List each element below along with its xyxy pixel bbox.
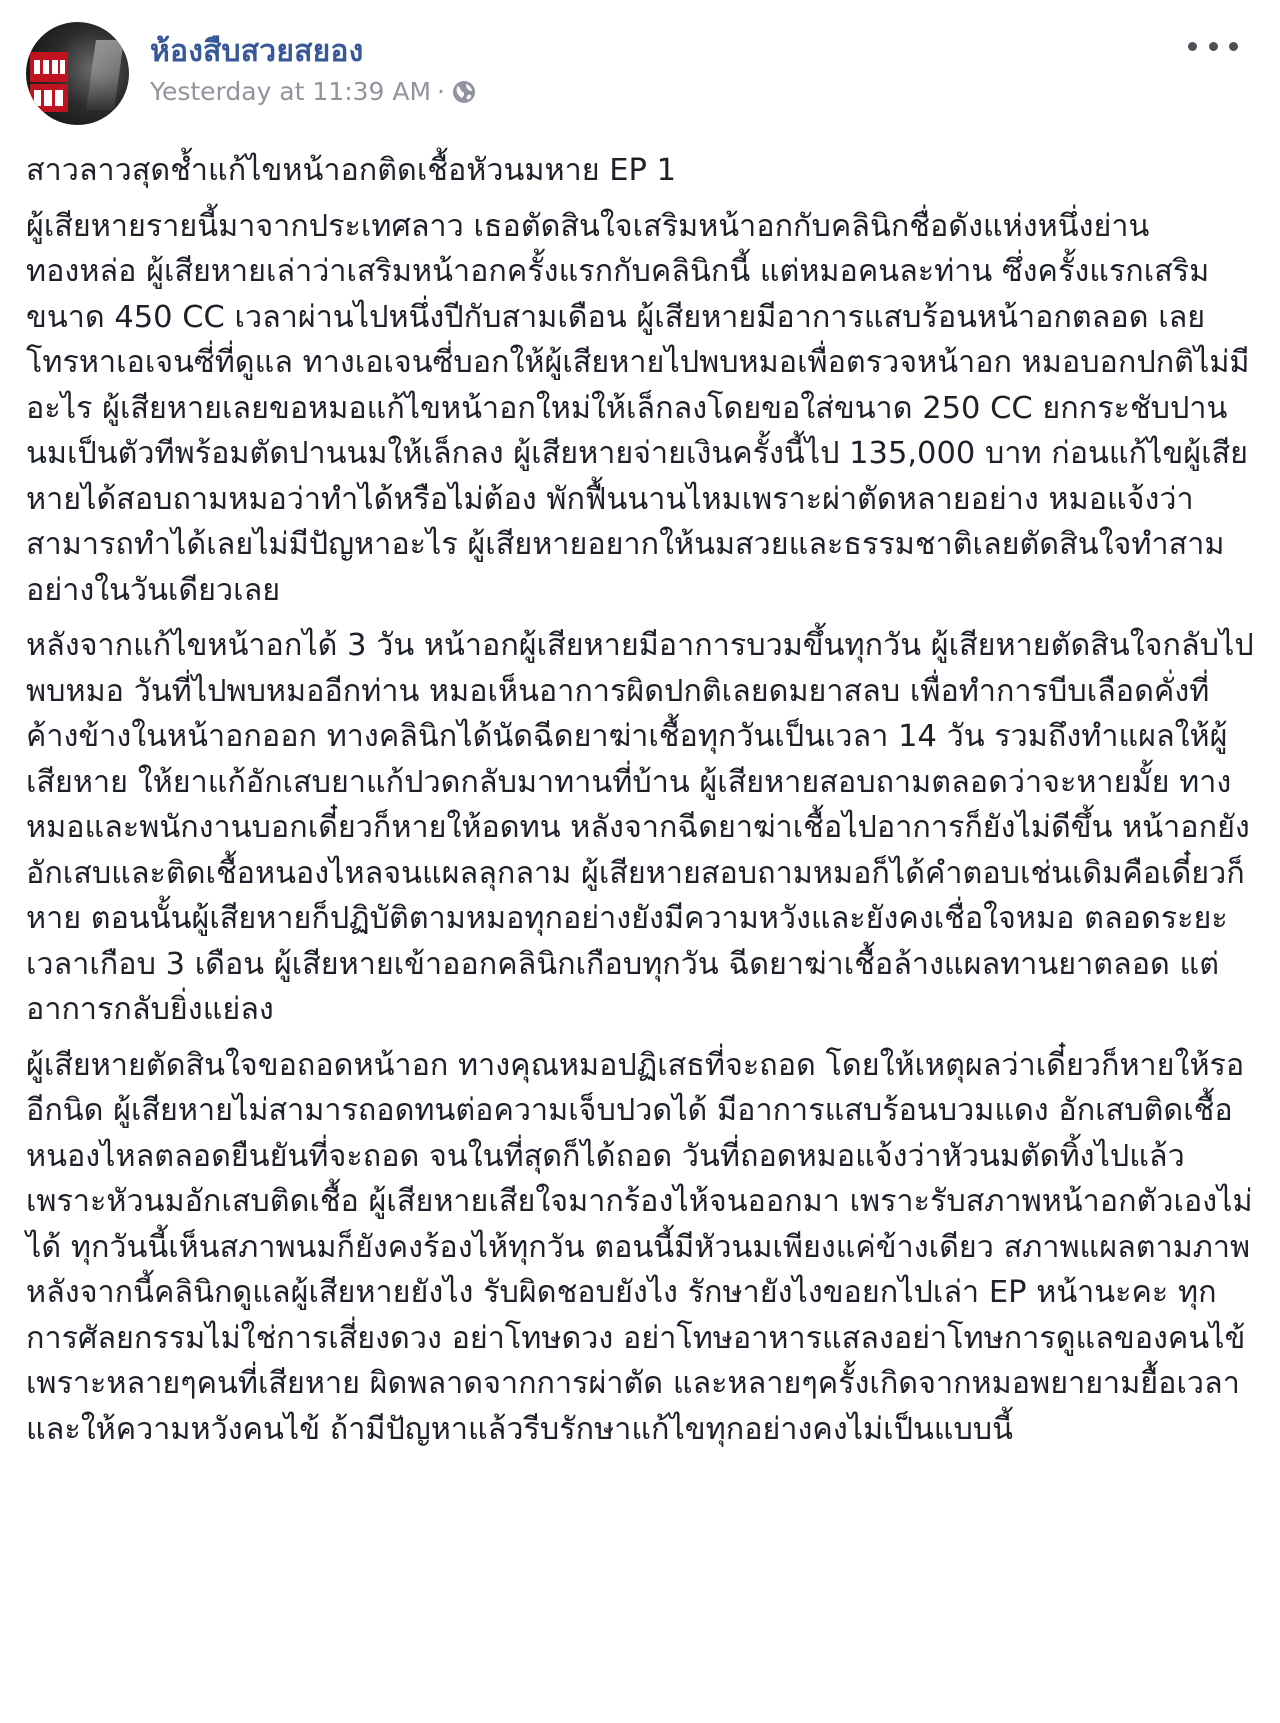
post-paragraph: ผู้เสียหายรายนี้มาจากประเทศลาว เธอตัดสินใจเสริมหน้าอกกับคลินิกชื่อดังแห่งหนึ่งย่านทองหล่อ ผู้เสียหายเล่าว่าเสริมหน้าอกครั้งแรกกับคลินิกนี้ แต่หมอคนละท่าน ซึ่งครั้งแรกเสริมขนาด 450 CC เวลาผ่านไปหนึ่งปีกับสามเดือน ผู้เสียหายมีอาการแสบร้อนหน้าอกตลอด เลยโทรหาเอเจนซี่ที่ดูแล ทางเอเจนซี่บอกให้ผู้เสียหายไปพบหมอเพื่อตรวจหน้าอก หมอบอกปกติไม่มีอะไร ผู้เสียหายเลยขอหมอแก้ไขหน้าอกใหม่ให้เล็กลงโดยขอใส่ขนาด 250 CC ยกกระชับปานนมเป็นตัวทีพร้อมตัดปานนมให้เล็กลง ผู้เสียหายจ่ายเงินครั้งนี้ไป 135,000 บาท ก่อนแก้ไขผู้เสียหายได้สอบถามหมอว่าทำได้หรือไม่ต้อง พักฟื้นนานไหมเพราะผ่าตัดหลายอย่าง หมอแจ้งว่าสามารถทำได้เลยไม่มีปัญหาอะไร ผู้เสียหายอยากให้นมสวยและธรรมชาติเลยตัดสินใจทำสามอย่างในวันเดียวเลย (26, 208, 1250, 608)
post-header (26, 22, 1256, 122)
post-body (26, 148, 1258, 1462)
post-title: สาวลาวสุดช้ำแก้ไขหน้าอกติดเชื้อหัวนมหาย EP 1 (26, 153, 677, 188)
post-meta (150, 77, 477, 106)
post-timestamp[interactable]: Yesterday at 11:39 AM (150, 77, 432, 106)
avatar-logo (30, 52, 92, 114)
post-paragraph: ผู้เสียหายตัดสินใจขอถอดหน้าอก ทางคุณหมอปฏิเสธที่จะถอด โดยให้เหตุผลว่าเดี๋ยวก็หายให้รออีกนิด ผู้เสียหายไม่สามารถอดทนต่อความเจ็บปวดได้ มีอาการแสบร้อนบวมแดง อักเสบติดเชื้อหนองไหลตลอดยืนยันที่จะถอด จนในที่สุดก็ได้ถอด วันที่ถอดหมอแจ้งว่าหัวนมตัดทิ้งไปแล้วเพราะหัวนมอักเสบติดเชื้อ ผู้เสียหายเสียใจมากร้องไห้จนออกมา เพราะรับสภาพหน้าอกตัวเองไม่ได้ ทุกวันนี้เห็นสภาพนมก็ยังคงร้องไห้ทุกวัน ตอนนี้มีหัวนมเพียงแค่ข้างเดียว สภาพแผลตามภาพ หลังจากนี้คลินิกดูแลผู้เสียหายยังไง รับผิดชอบยังไง รักษายังไงขอยกไปเล่า EP หน้านะคะ ทุกการศัลยกรรมไม่ใช่การเสี่ยงดวง อย่าโทษดวง อย่าโทษอาหารแสลงอย่าโทษการดูแลของคนไข้ เพราะหลายๆคนที่เสียหาย ผิดพลาดจากการผ่าตัด และหลายๆครั้งเกิดจากหมอพยายามยื้อเวลาและให้ความหวังคนไข้ ถ้ามีปัญหาแล้วรีบรักษาแก้ไขทุกอย่างคงไม่เป็นแบบนี้ (26, 1047, 1253, 1447)
more-dot (1188, 42, 1197, 51)
globe-icon[interactable] (451, 79, 477, 105)
page-name-link[interactable]: ห้องสืบสวยสยอง (150, 34, 364, 69)
page-avatar[interactable] (26, 22, 129, 125)
meta-separator: · (437, 77, 445, 106)
more-options-icon[interactable] (1188, 32, 1238, 60)
post-paragraph: หลังจากแก้ไขหน้าอกได้ 3 วัน หน้าอกผู้เสียหายมีอาการบวมขึ้นทุกวัน ผู้เสียหายตัดสินใจกลับไปพบหมอ วันที่ไปพบหมออีกท่าน หมอเห็นอาการผิดปกติเลยดมยาสลบ เพื่อทำการบีบเลือดคั่งที่ค้างข้างในหน้าอกออก ทางคลินิกได้นัดฉีดยาฆ่าเชื้อทุกวันเป็นเวลา 14 วัน รวมถึงทำแผลให้ผู้เสียหาย ให้ยาแก้อักเสบยาแก้ปวดกลับมาทานที่บ้าน ผู้เสียหายสอบถามตลอดว่าจะหายมั้ย ทางหมอและพนักงานบอกเดี๋ยวก็หายให้อดทน หลังจากฉีดยาฆ่าเชื้อไปอาการก็ยังไม่ดีขึ้น หน้าอกยังอักเสบและติดเชื้อหนองไหลจนแผลลุกลาม ผู้เสียหายสอบถามหมอก็ได้คำตอบเช่นเดิมคือเดี๋ยวก็หาย ตอนนั้นผู้เสียหายก็ปฏิบัติตามหมอทุกอย่างยังมีความหวังและยังคงเชื่อใจหมอ ตลอดระยะเวลาเกือบ 3 เดือน ผู้เสียหายเข้าออกคลินิกเกือบทุกวัน ฉีดยาฆ่าเชื้อล้างแผลทานยาตลอด แต่อาการกลับยิ่งแย่ลง (26, 628, 1254, 1027)
more-dot (1209, 42, 1218, 51)
more-dot (1229, 42, 1238, 51)
